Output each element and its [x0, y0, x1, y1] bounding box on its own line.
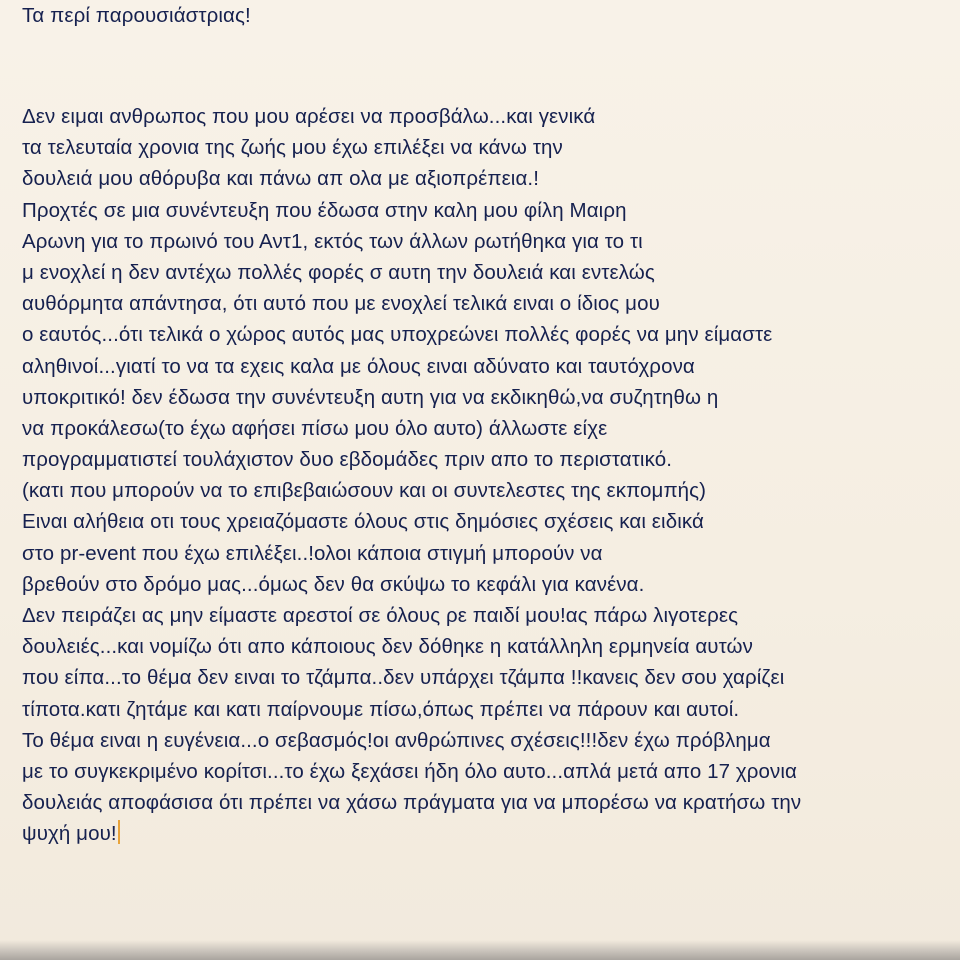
note-line: αληθινοί...γιατί το να τα εχεις καλα με όλους ειναι αδύνατο και ταυτόχρονα	[22, 354, 695, 378]
note-title: Τα περί παρουσιάστριας!	[22, 4, 251, 27]
note-line: Αρωνη για το πρωινό του Αντ1, εκτός των άλλων ρωτήθηκα για το τι	[22, 229, 643, 253]
note-line: (κατι που μπορούν να το επιβεβαιώσουν και οι συντελεστες της εκπομπής)	[22, 479, 707, 503]
note-line: ο εαυτός...ότι τελικά ο χώρος αυτός μας υποχρεώνει πολλές φορές να μην είμαστε	[22, 323, 773, 347]
text-cursor	[118, 820, 120, 844]
note-line: αυθόρμητα απάντησα, ότι αυτό που με ενοχλεί τελικά ειναι ο ίδιος μου	[22, 292, 660, 316]
note-line-last	[22, 818, 952, 849]
note-line: Ειναι αλήθεια οτι τους χρειαζόμαστε όλους στις δημόσιες σχέσεις και ειδικά	[22, 510, 704, 534]
note-line: στο pr-event που έχω επιλέξει..!ολοι κάποια στιγμή μπορούν να	[22, 541, 603, 565]
note-body[interactable]	[22, 101, 952, 850]
note-line: Δεν πειράζει ας μην είμαστε αρεστοί σε όλους ρε παιδί μου!ας πάρω λιγοτερες	[22, 604, 739, 627]
note-line-last-text: ψυχή μου!	[22, 822, 117, 846]
note-line: με το συγκεκριμένο κορίτσι...το έχω ξεχάσει ήδη όλο αυτο...απλά μετά απο 17 χρονια	[22, 759, 797, 783]
note-line: να προκάλεσω(το έχω αφήσει πίσω μου όλο αυτο) άλλωστε είχε	[22, 416, 608, 440]
note-line: δουλειάς αποφάσισα ότι πρέπει να χάσω πράγματα για να μπορέσω να κρατήσω την	[22, 791, 802, 815]
note-line: δουλειά μου αθόρυβα και πάνω απ ολα με αξιοπρέπεια.!	[22, 167, 540, 191]
note-line: μ ενοχλεί η δεν αντέχω πολλές φορές σ αυτη την δουλειά και εντελώς	[22, 260, 655, 284]
note-line: Δεν ειμαι ανθρωπος που μου αρέσει να προσβάλω...και γενικά	[22, 105, 596, 128]
note-line: που είπα...το θέμα δεν ειναι το τζάμπα..δεν υπάρχει τζάμπα !!κανεις δεν σου χαρίζει	[22, 666, 785, 690]
note-line: τα τελευταία χρονια της ζωής μου έχω επιλέξει να κάνω την	[22, 136, 563, 160]
note-line: δουλειές...και νομίζω ότι απο κάποιους δεν δόθηκε η κατάλληλη ερμηνεία αυτών	[22, 635, 753, 659]
note-line: τίποτα.κατι ζητάμε και κατι παίρνουμε πίσω,όπως πρέπει να πάρουν και αυτοί.	[22, 697, 740, 721]
note-line: προγραμματιστεί τουλάχιστον δυο εβδομάδες πριν απο το περιστατικό.	[22, 448, 672, 472]
keyboard-edge-shadow	[0, 940, 960, 960]
note-line: υποκριτικό! δεν έδωσα την συνέντευξη αυτη για να εκδικηθώ,να συζητηθω η	[22, 385, 719, 409]
note-line: Το θέμα ειναι η ευγένεια...ο σεβασμός!οι ανθρώπινες σχέσεις!!!δεν έχω πρόβλημα	[22, 728, 771, 752]
note-line: βρεθούν στο δρόμο μας...όμως δεν θα σκύψω το κεφάλι για κανένα.	[22, 572, 645, 596]
note-line: Προχτές σε μια συνέντευξη που έδωσα στην καλη μου φίλη Μαιρη	[22, 198, 627, 222]
